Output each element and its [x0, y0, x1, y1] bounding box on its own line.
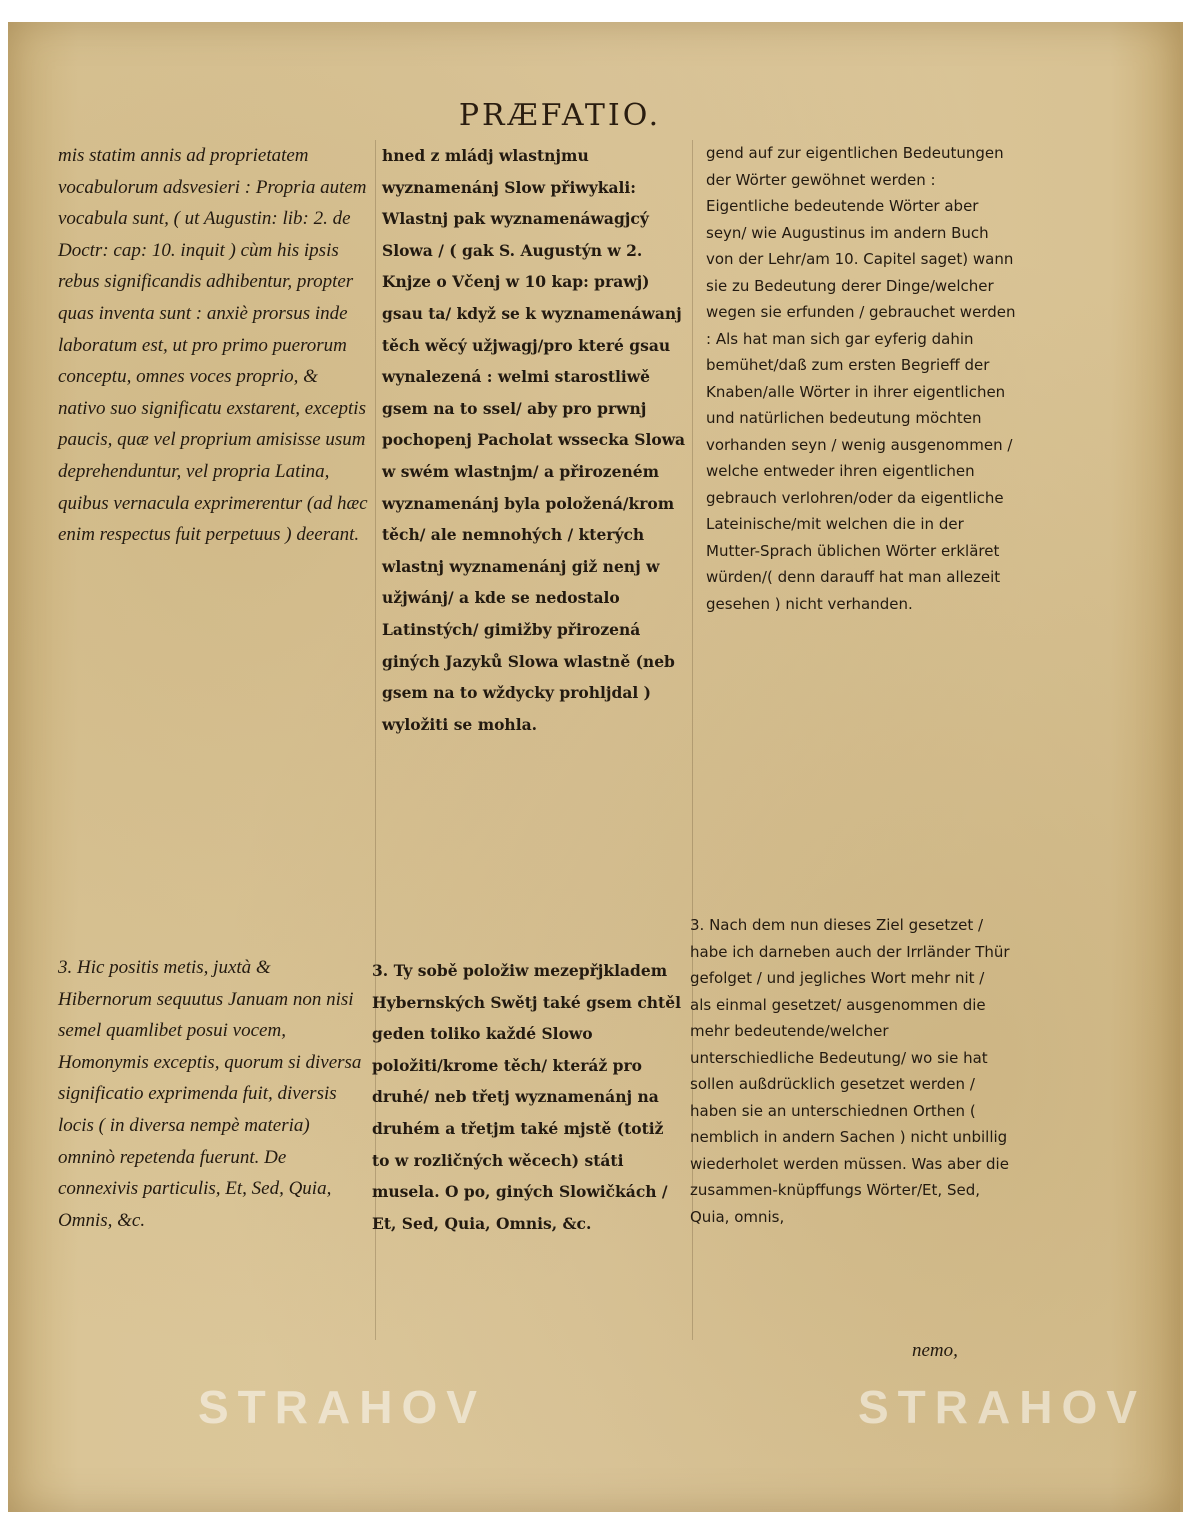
catchword: nemo,: [912, 1340, 958, 1361]
german-paragraph-1: gend auf zur eigentlichen Bedeutungen der Wörter gewöhnet werden : Eigentliche bedeutende Wörter aber seyn/ wie Augustinus im andern Buch von der Lehr/am 10. Capitel saget) wann sie zu Bedeutung derer Dinge/welcher wegen sie erfunden / gebrauchet werden : Als hat man sich gar eyferig dahin bemühet/daß zum ersten Begrieff der Knaben/alle Wörter in ihrer eigentlichen und natürlichen bedeutung möchten vorhanden seyn / wenig ausgenommen / welche entweder ihren eigentlichen gebrauch verlohren/oder da eigentliche Lateinische/mit welchen die in der Mutter-Sprach üblichen Wörter erkläret würden/( denn darauff hat man allezeit gesehen ) nicht verhanden.: [706, 144, 1016, 613]
watermark-left: STRAHOV: [198, 1381, 486, 1433]
latin-paragraph-2: 3. Hic positis metis, juxtà & Hibernorum sequutus Januam non nisi semel quamlibet posui vocem, Homonymis exceptis, quorum si diversa significatio exprimenda fuit, diversis locis ( in diversa nempè materia) omninò repetenda fuerunt. De connexivis particulis, Et, Sed, Quia, Omnis, &c.: [58, 957, 362, 1231]
latin-paragraph-1: mis statim annis ad proprietatem vocabulorum adsvesieri : Propria autem vocabula sunt, ( ut Augustin: lib: 2. de Doctr: cap: 10. inquit ) cùm his ipsis rebus significandis adhibentur, propter quas inventa sunt : anxiè prorsus inde laboratum est, ut pro primo puerorum conceptu, omnes voces proprio, & nativo suo significatu exstarent, exceptis paucis, quæ vel proprium amisisse usum deprehenduntur, vel propria Latina, quibus vernacula exprimerentur (ad hæc enim respectus fuit perpetuus ) deerant.: [58, 145, 368, 546]
page-title: PRÆFATIO.: [458, 98, 662, 133]
czech-paragraph-2: 3. Ty sobě položiw mezepřjkladem Hybernských Swětj také gsem chtěl geden toliko každé Slowo položiti/krome těch/ kteráž pro druhé/ neb třetj wyznamenánj na druhém a třetjm také mjstě (totiž to w rozličných wěcech) státi musela. O po, giných Slowičkách / Et, Sed, Quia, Omnis, &c.: [372, 961, 681, 1233]
czech-paragraph-1: hned z mládj wlastnjmu wyznamenánj Slow přiwykali: Wlastnj pak wyznamenáwagjcý Slowa / ( gak S. Augustýn w 2. Knjze o Včenj w 10 kap: prawj) gsau ta/ když se k wyznamenáwanj těch wěcý užjwagj/pro které gsau wynalezená : welmi starostliwě gsem na to ssel/ aby pro prwnj pochopenj Pacholat wssecka Slowa w swém wlastnjm/ a přirozeném wyznamenánj byla položená/krom těch/ ale nemnohých / kterých wlastnj wyznamenánj giž nenj w užjwánj/ a kde se nedostalo Latinstých/ gimižby přirozená giných Jazyků Slowa wlastně (neb gsem na to wždycky prohljdal ) wyložiti se mohla.: [382, 146, 686, 734]
watermark-right: STRAHOV: [858, 1381, 1146, 1433]
german-paragraph-2: 3. Nach dem nun dieses Ziel gesetzet / habe ich darneben auch der Irrländer Thür gefolget / und jegliches Wort mehr nit / als einmal gesetzet/ ausgenommen die mehr bedeutende/welcher unterschiedliche Bedeutung/ wo sie hat sollen außdrücklich gesetzet werden / haben sie an unterschiednen Orthen ( nemblich in andern Sachen ) nicht unbillig wiederholet werden müssen. Was aber die zusammen-knüpffungs Wörter/Et, Sed, Quia, omnis,: [690, 916, 1010, 1226]
